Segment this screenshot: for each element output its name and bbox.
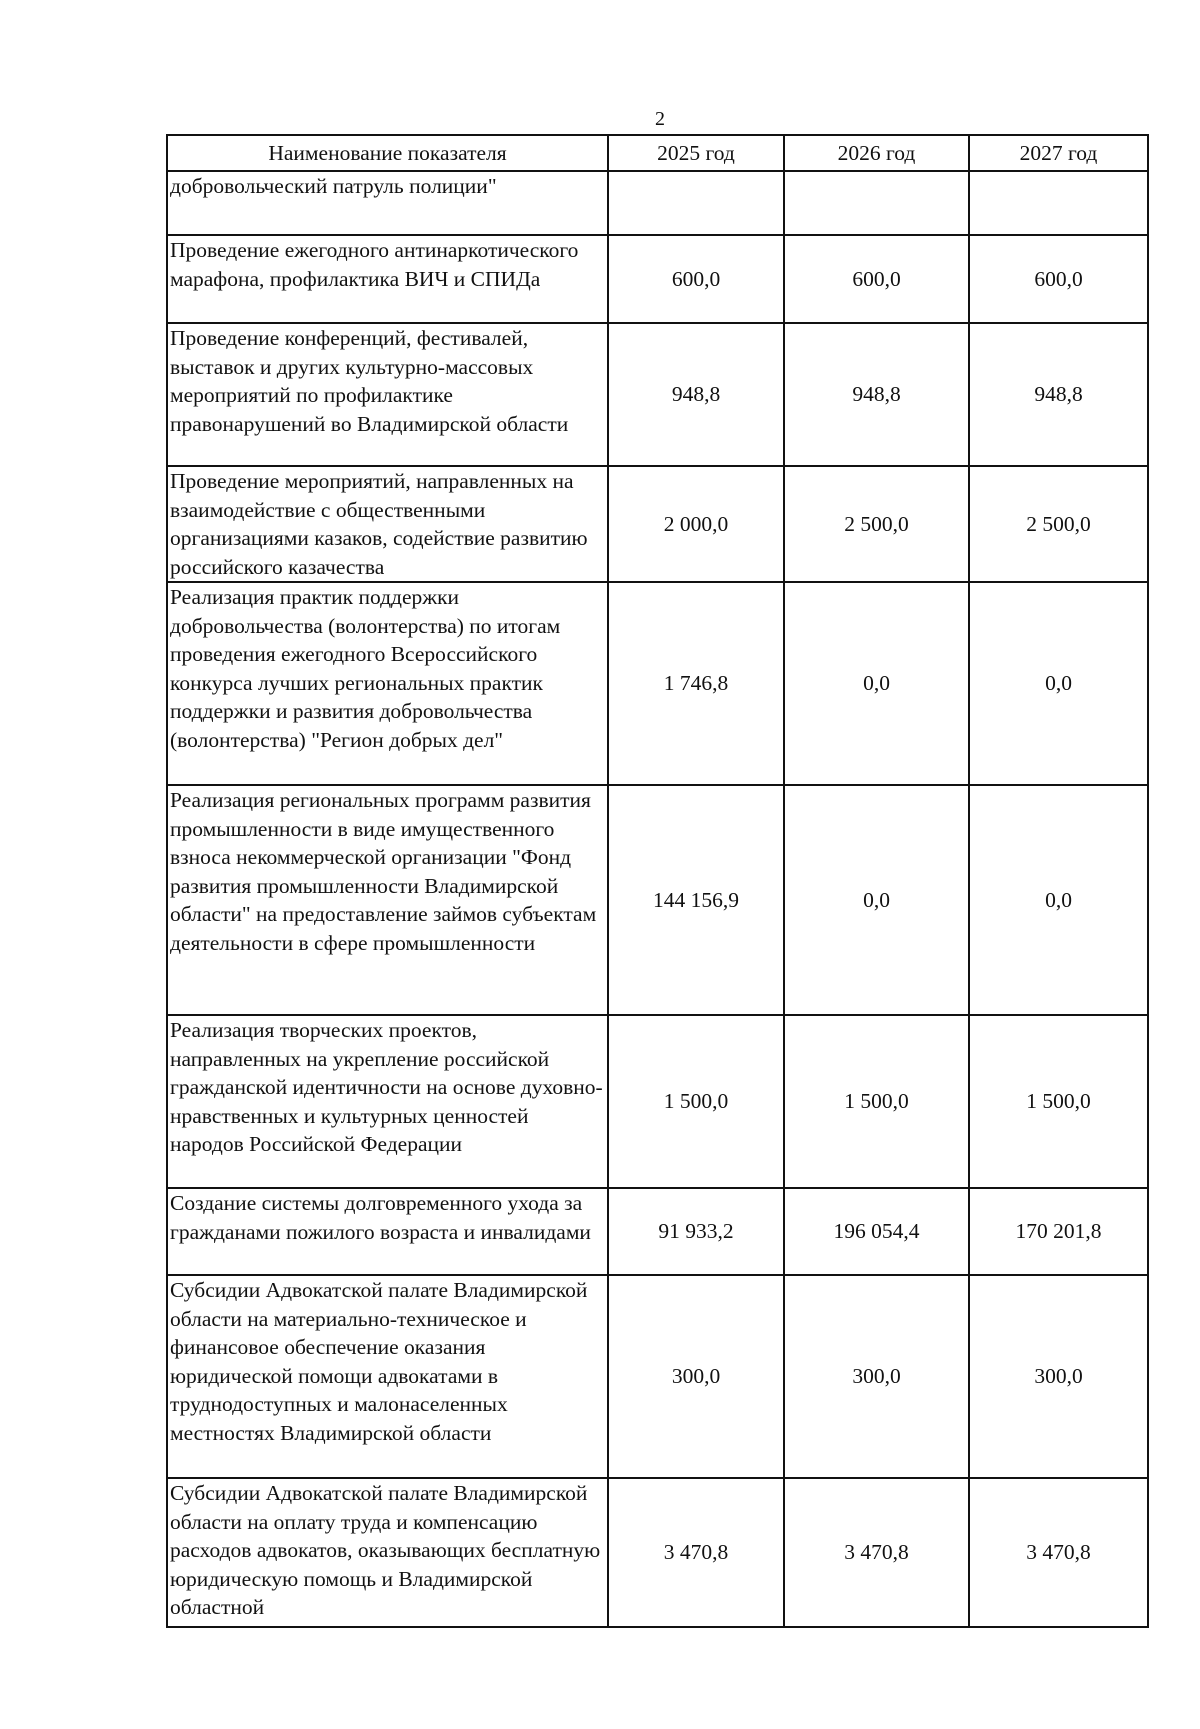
table-row — [167, 1478, 1148, 1627]
value-2027: 948,8 — [969, 323, 1148, 466]
table-header — [167, 135, 1148, 171]
value-2027 — [969, 171, 1148, 235]
indicator-name: Проведение конференций, фестивалей, выставок и других культурно-массовых мероприятий по профилактике правонарушений во Владимирской области — [167, 323, 608, 466]
value-2026: 0,0 — [784, 582, 969, 785]
value-2027: 170 201,8 — [969, 1188, 1148, 1275]
value-2026: 196 054,4 — [784, 1188, 969, 1275]
value-2027: 0,0 — [969, 582, 1148, 785]
indicator-name: добровольческий патруль полиции" — [167, 171, 608, 235]
value-2026: 3 470,8 — [784, 1478, 969, 1627]
value-2025: 1 746,8 — [608, 582, 784, 785]
value-2027: 1 500,0 — [969, 1015, 1148, 1188]
value-2026: 300,0 — [784, 1275, 969, 1478]
header-year-2025: 2025 год — [608, 135, 784, 171]
table-row — [167, 466, 1148, 582]
indicator-name: Субсидии Адвокатской палате Владимирской области на материально-техническое и финансовое обеспечение оказания юридической помощи адвокатами в труднодоступных и малонаселенных местностях Владимирской области — [167, 1275, 608, 1478]
indicator-name: Субсидии Адвокатской палате Владимирской области на оплату труда и компенсацию расходов адвокатов, оказывающих бесплатную юридическую помощь и Владимирской областной — [167, 1478, 608, 1627]
indicator-name: Создание системы долговременного ухода за гражданами пожилого возраста и инвалидами — [167, 1188, 608, 1275]
value-2026: 1 500,0 — [784, 1015, 969, 1188]
value-2027: 2 500,0 — [969, 466, 1148, 582]
value-2027: 3 470,8 — [969, 1478, 1148, 1627]
table-row — [167, 1015, 1148, 1188]
value-2025: 600,0 — [608, 235, 784, 323]
table-row — [167, 1188, 1148, 1275]
value-2027: 300,0 — [969, 1275, 1148, 1478]
value-2026: 948,8 — [784, 323, 969, 466]
budget-table — [166, 134, 1149, 1628]
indicator-name: Проведение мероприятий, направленных на взаимодействие с общественными организациями казаков, содействие развитию российского казачества — [167, 466, 608, 582]
value-2026: 2 500,0 — [784, 466, 969, 582]
indicator-name: Реализация практик поддержки добровольчества (волонтерства) по итогам проведения ежегодного Всероссийского конкурса лучших региональных практик поддержки и развития добровольчества (волонтерства) "Регион добрых дел" — [167, 582, 608, 785]
value-2025: 2 000,0 — [608, 466, 784, 582]
value-2025: 144 156,9 — [608, 785, 784, 1015]
table-row — [167, 1275, 1148, 1478]
value-2027: 600,0 — [969, 235, 1148, 323]
header-year-2026: 2026 год — [784, 135, 969, 171]
value-2025 — [608, 171, 784, 235]
header-indicator-name: Наименование показателя — [167, 135, 608, 171]
value-2025: 3 470,8 — [608, 1478, 784, 1627]
table-row — [167, 171, 1148, 235]
header-row — [167, 135, 1148, 171]
value-2025: 1 500,0 — [608, 1015, 784, 1188]
indicator-name: Реализация региональных программ развития промышленности в виде имущественного взноса некоммерческой организации "Фонд развития промышленности Владимирской области" на предоставление займов субъектам деятельности в сфере промышленности — [167, 785, 608, 1015]
value-2025: 300,0 — [608, 1275, 784, 1478]
value-2026 — [784, 171, 969, 235]
table-row — [167, 785, 1148, 1015]
table-row — [167, 323, 1148, 466]
header-year-2027: 2027 год — [969, 135, 1148, 171]
value-2025: 948,8 — [608, 323, 784, 466]
indicator-name: Реализация творческих проектов, направленных на укрепление российской гражданской идентичности на основе духовно-нравственных и культурных ценностей народов Российской Федерации — [167, 1015, 608, 1188]
table-row — [167, 582, 1148, 785]
value-2025: 91 933,2 — [608, 1188, 784, 1275]
indicator-name: Проведение ежегодного антинаркотического марафона, профилактика ВИЧ и СПИДа — [167, 235, 608, 323]
page-number: 2 — [655, 108, 665, 130]
table-row — [167, 235, 1148, 323]
value-2026: 600,0 — [784, 235, 969, 323]
value-2027: 0,0 — [969, 785, 1148, 1015]
value-2026: 0,0 — [784, 785, 969, 1015]
